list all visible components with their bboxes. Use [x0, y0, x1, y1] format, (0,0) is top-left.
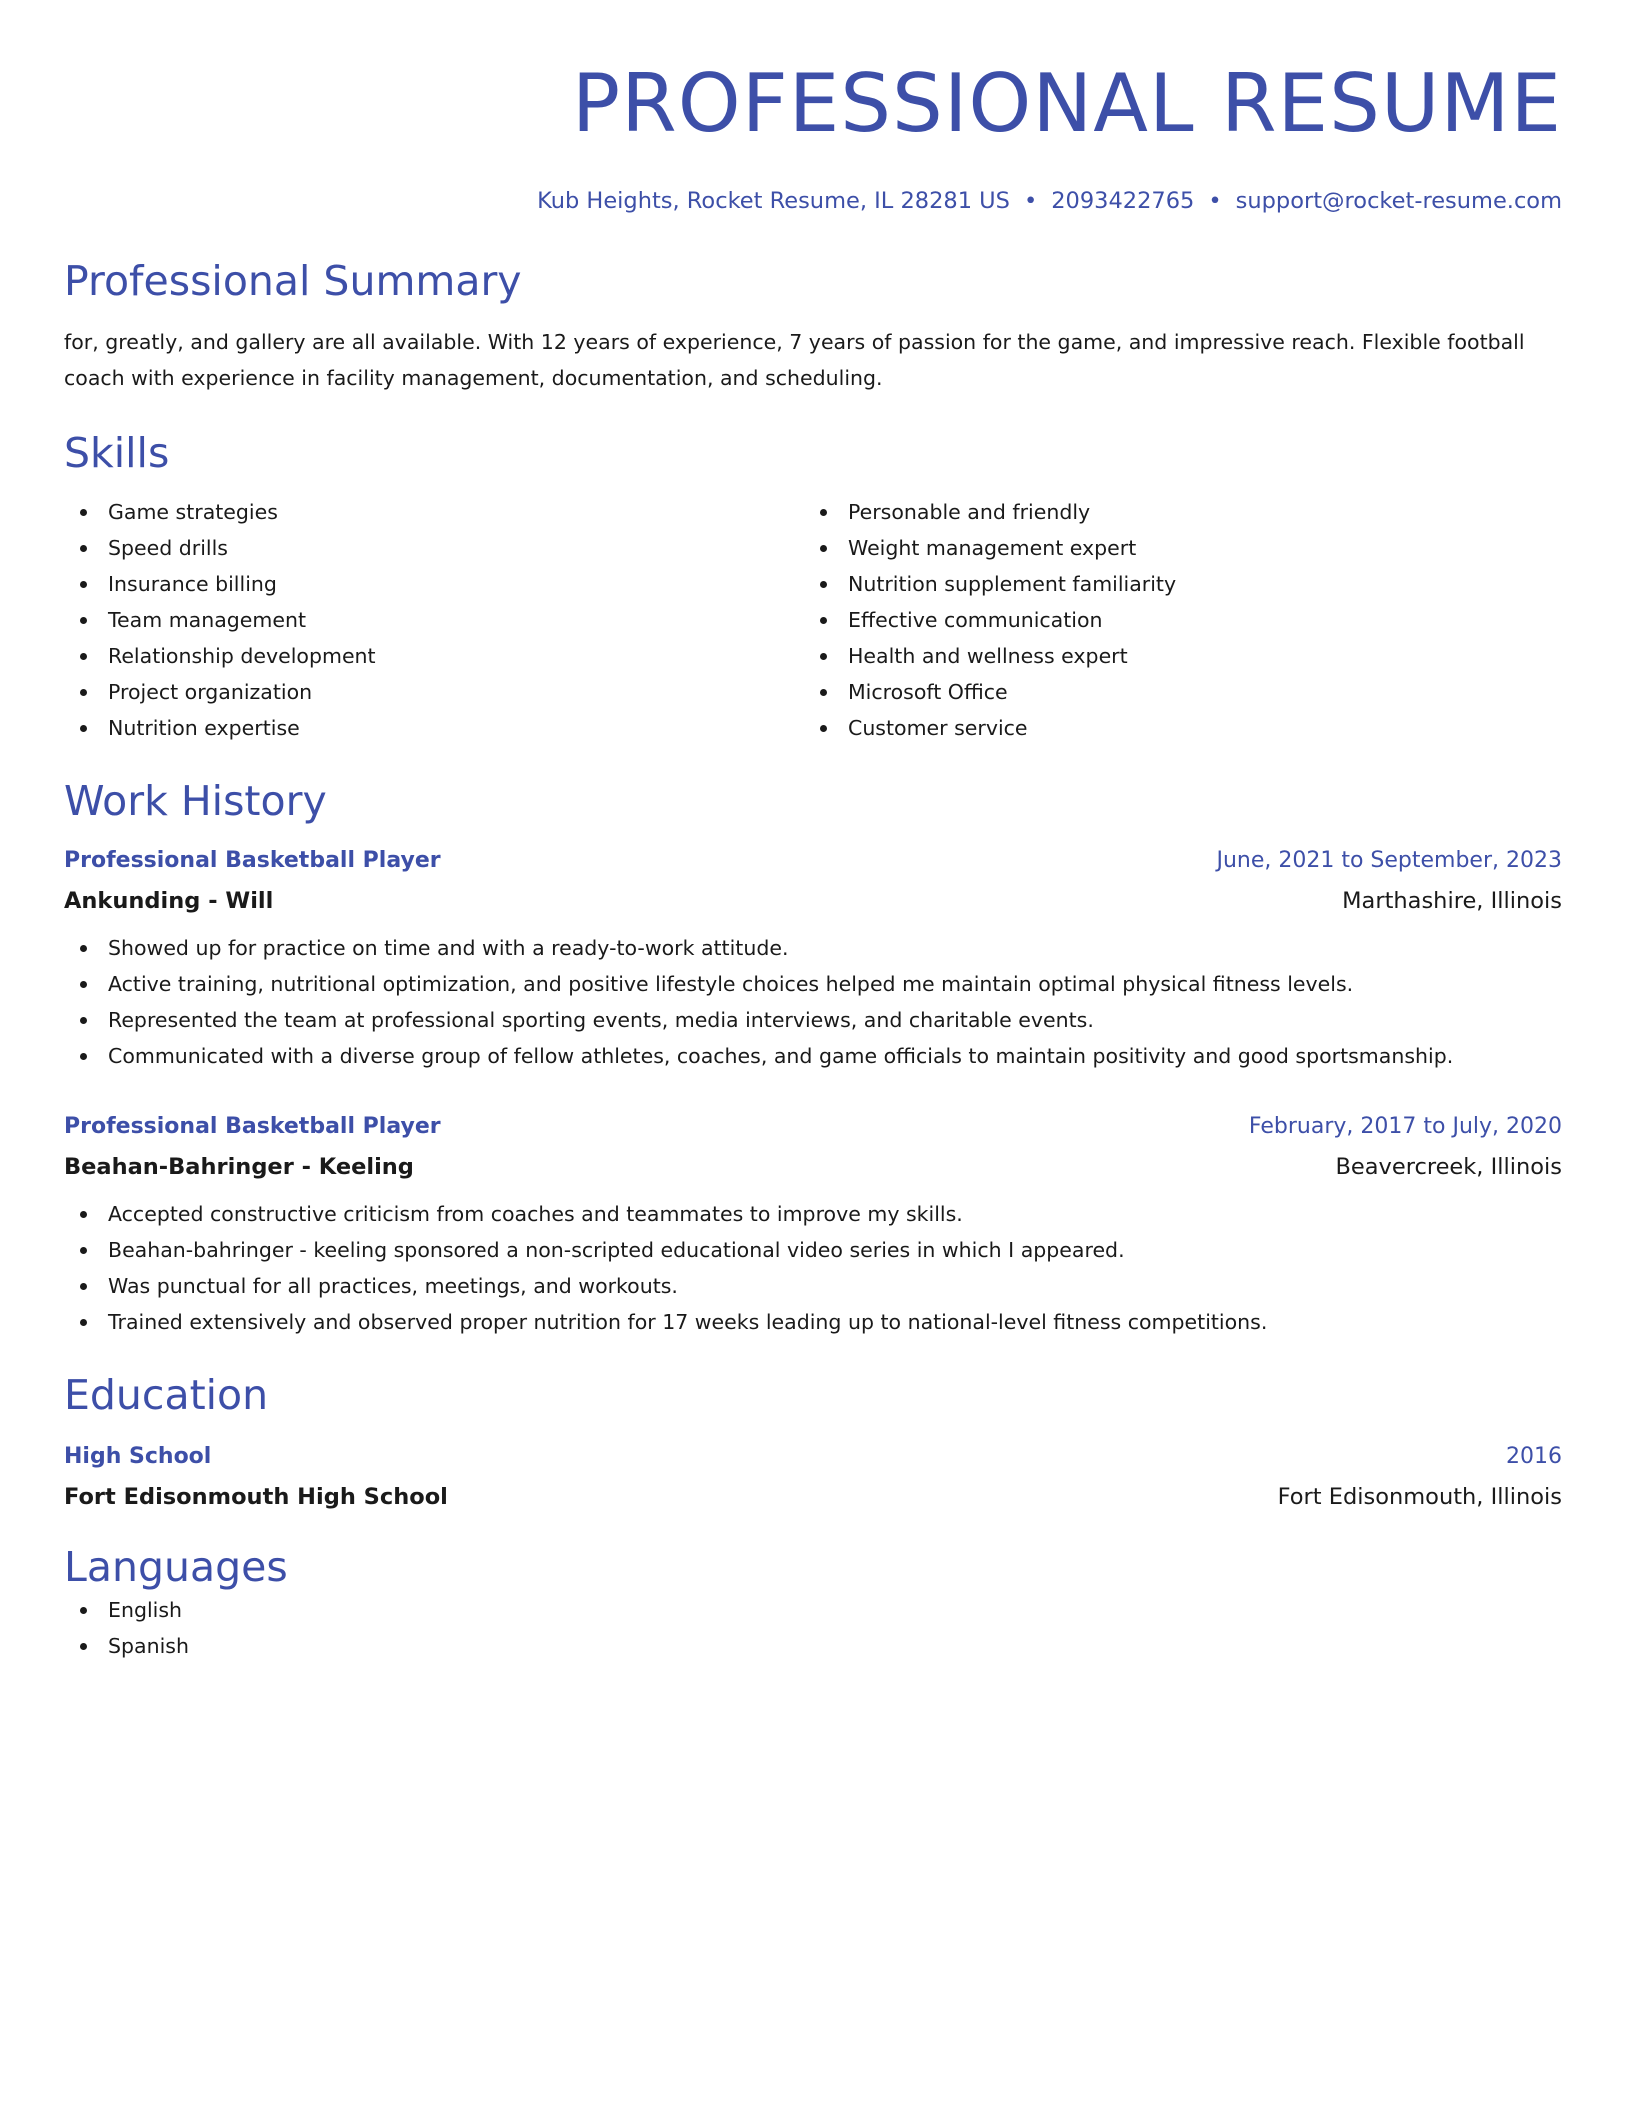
job-entry: [64, 846, 1562, 1074]
education-heading: Education: [64, 1371, 269, 1419]
education-year: 2016: [1506, 1444, 1562, 1469]
skills-grid: [64, 494, 1562, 746]
languages-heading: Languages: [64, 1543, 288, 1591]
job-entry: [64, 1112, 1562, 1340]
skill-item: Personable and friendly: [804, 494, 1544, 530]
skills-column-right: [804, 494, 1544, 746]
education-school: Fort Edisonmouth High School: [64, 1484, 448, 1510]
job-bullet: Beahan-bahringer - keeling sponsored a non-scripted educational video series in which I appeared.: [64, 1232, 1562, 1268]
skill-item: Weight management expert: [804, 530, 1544, 566]
contact-email: support@rocket-resume.com: [1235, 188, 1562, 214]
resume-page: [64, 0, 1562, 1664]
summary-heading: Professional Summary: [64, 257, 522, 305]
skill-item: Project organization: [64, 674, 804, 710]
skill-item: Speed drills: [64, 530, 804, 566]
job-bullet: Active training, nutritional optimization, and positive lifestyle choices helped me maintain optimal physical fitness levels.: [64, 966, 1562, 1002]
skill-item: Game strategies: [64, 494, 804, 530]
summary-text: for, greatly, and gallery are all available. With 12 years of experience, 7 years of passion for the game, and impressive reach. Flexible football coach with experience in facility management, documentation, and scheduling.: [64, 330, 1525, 390]
job-location: Marthashire, Illinois: [1342, 888, 1562, 914]
contact-separator: •: [1023, 188, 1038, 214]
job-company: Ankunding - Will: [64, 888, 274, 914]
job-bullet: Trained extensively and observed proper nutrition for 17 weeks leading up to national-level fitness competitions.: [64, 1304, 1562, 1340]
skill-item: Nutrition supplement familiarity: [804, 566, 1544, 602]
contact-phone: 2093422765: [1051, 188, 1195, 214]
education-entry: [64, 1442, 1562, 1512]
education-location: Fort Edisonmouth, Illinois: [1277, 1484, 1562, 1510]
skills-column-left: [64, 494, 804, 746]
job-title: Professional Basketball Player: [64, 1114, 441, 1139]
contact-separator: •: [1208, 188, 1222, 214]
job-dates: February, 2017 to July, 2020: [1248, 1114, 1562, 1139]
language-item: English: [64, 1592, 1562, 1628]
skill-item: Health and wellness expert: [804, 638, 1544, 674]
job-dates: June, 2021 to September, 2023: [1216, 848, 1562, 873]
work-history-heading: Work History: [64, 777, 327, 825]
job-bullet: Communicated with a diverse group of fellow athletes, coaches, and game officials to maintain positivity and good sportsmanship.: [64, 1038, 1562, 1074]
language-item: Spanish: [64, 1628, 1562, 1664]
skill-item: Microsoft Office: [804, 674, 1544, 710]
skill-item: Relationship development: [64, 638, 804, 674]
job-bullet: Represented the team at professional sporting events, media interviews, and charitable events.: [64, 1002, 1562, 1038]
skill-item: Insurance billing: [64, 566, 804, 602]
job-title: Professional Basketball Player: [64, 848, 441, 873]
skill-item: Customer service: [804, 710, 1544, 746]
job-company: Beahan-Bahringer - Keeling: [64, 1154, 414, 1180]
job-bullet: Was punctual for all practices, meetings, and workouts.: [64, 1268, 1562, 1304]
skill-item: Team management: [64, 602, 804, 638]
skill-item: Nutrition expertise: [64, 710, 804, 746]
resume-title: PROFESSIONAL RESUME: [571, 57, 1562, 150]
contact-address: Kub Heights, Rocket Resume, IL 28281 US: [537, 188, 1010, 214]
contact-line: [64, 186, 1562, 216]
skill-item: Effective communication: [804, 602, 1544, 638]
job-bullet: Accepted constructive criticism from coaches and teammates to improve my skills.: [64, 1196, 1562, 1232]
education-degree: High School: [64, 1444, 212, 1469]
job-location: Beavercreek, Illinois: [1335, 1154, 1562, 1180]
languages-list: [64, 1592, 1562, 1664]
skills-heading: Skills: [64, 429, 170, 477]
job-bullet: Showed up for practice on time and with a ready-to-work attitude.: [64, 930, 1562, 966]
resume-header: [64, 0, 1562, 216]
